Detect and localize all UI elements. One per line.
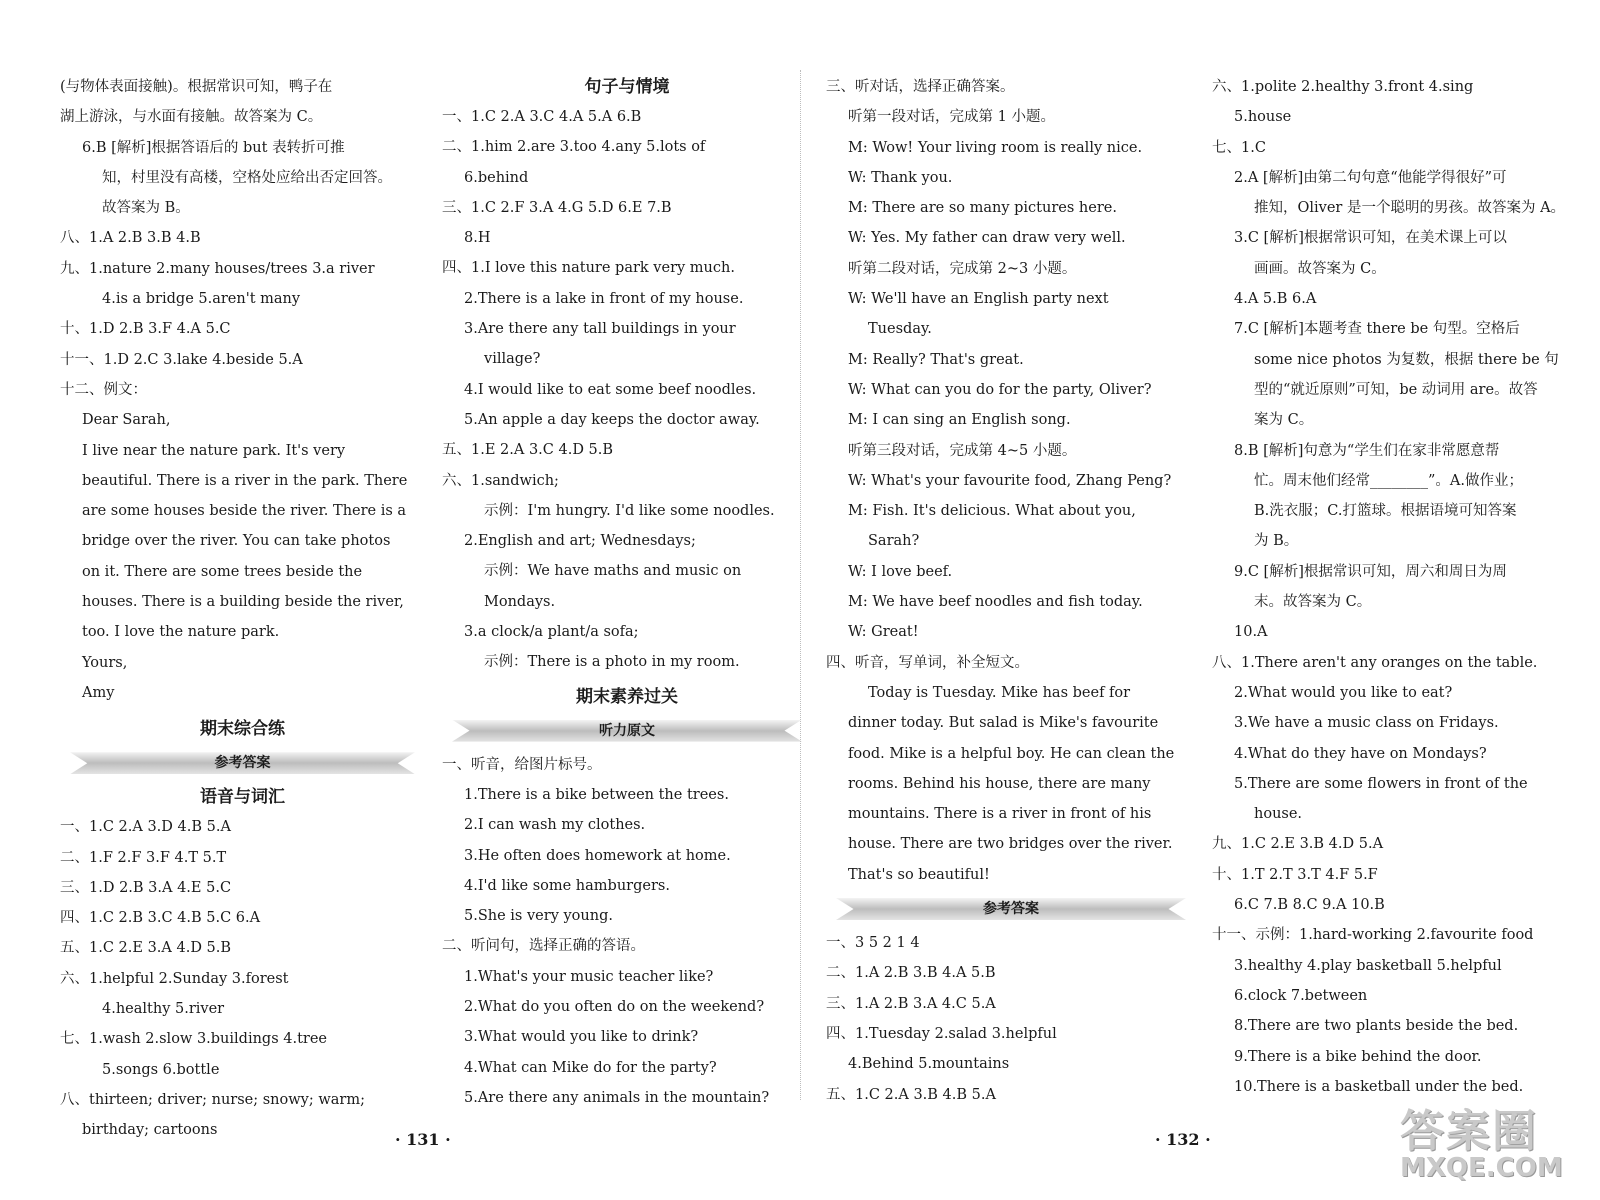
text-line: 故答案为 B。 [102,200,190,217]
text-line: birthday; cartoons [82,1122,218,1139]
text-line: 四、听音，写单词，补全短文。 [826,654,1029,671]
text-line: 二、1.him 2.are 3.too 4.any 5.lots of [442,139,706,156]
text-line: 十、1.D 2.B 3.F 4.A 5.C [60,321,231,338]
text-line: 9.C [解析]根据常识可知，周六和周日为周 [1234,563,1507,580]
text-line: 二、1.A 2.B 3.B 4.A 5.B [826,965,996,982]
text-line: 五、1.C 2.A 3.B 4.B 5.A [826,1086,996,1103]
text-line: 八、1.A 2.B 3.B 4.B [60,230,201,247]
text-line: 3.We have a music class on Fridays. [1234,715,1499,732]
text-line: 示例：We have maths and music on [484,563,742,580]
text-line: 2.There is a lake in front of my house. [464,290,744,307]
text-line: 十二、例文： [60,381,147,398]
text-line: 五、1.C 2.E 3.A 4.D 5.B [60,940,232,957]
text-line: 一、1.C 2.A 3.C 4.A 5.A 6.B [442,109,642,125]
text-line: 9.There is a bike behind the door. [1234,1048,1482,1065]
text-line: 8.B [解析]句意为“学生们在家非常愿意帮 [1234,442,1500,459]
text-line: 四、1.C 2.B 3.C 4.B 5.C 6.A [60,910,261,927]
text-line: 湖上游泳，与水面有接触。故答案为 C。 [60,109,323,126]
text-line: 2.What would you like to eat? [1234,684,1453,701]
text-line: some nice photos 为复数，根据 there be 句 [1254,351,1559,368]
text-line: B.洗衣服；C.打篮球。根据语境可知答案 [1254,503,1517,520]
answer-block [826,928,1196,1110]
text-line: That's so beautiful! [848,866,990,883]
text-line: 九、1.C 2.E 3.B 4.D 5.A [1212,836,1384,853]
text-line: 3.healthy 4.play basketball 5.helpful [1234,957,1502,974]
text-line: M: Fish. It's delicious. What about you, [848,503,1136,520]
text-line: 2.A [解析]由第二句句意“他能学得很好”可 [1234,169,1507,186]
transcript-block [442,750,812,1114]
page-divider [800,70,801,1100]
text-line: 5.She is very young. [464,908,613,925]
answer-block [60,72,425,708]
text-line: 三、听对话，选择正确答案。 [826,79,1015,95]
text-line: 八、1.There aren't any oranges on the table. [1212,654,1538,671]
text-line: 5.Are there any animals in the mountain? [464,1089,770,1106]
text-line: 听第二段对话，完成第 2~3 小题。 [848,260,1077,277]
text-line: rooms. Behind his house, there are many [848,775,1151,792]
text-line: 十一、示例：1.hard-working 2.favourite food [1212,927,1534,944]
text-line: 五、1.E 2.A 3.C 4.D 5.B [442,442,614,459]
text-line: W: We'll have an English party next [848,291,1109,308]
text-line: mountains. There is a river in front of his [848,806,1152,823]
text-line: 忙。周末他们经常________”。A.做作业； [1254,472,1523,489]
text-line: 10.There is a basketball under the bed. [1234,1078,1524,1095]
section-title: 句子与情境 [584,77,670,97]
column-2 [442,72,812,1113]
text-line: 8.There are two plants beside the bed. [1234,1018,1519,1035]
section-subtitle: 语音与词汇 [200,787,285,808]
text-line: W: I love beef. [848,563,953,580]
text-line: 知，村里没有高楼，空格处应给出否定回答。 [102,169,392,186]
text-line: 5.house [1234,109,1292,126]
text-line: dinner today. But salad is Mike's favourite [848,715,1159,732]
text-line: 画画。故答案为 C。 [1254,260,1386,277]
text-line: 3.C [解析]根据常识可知，在美术课上可以 [1234,230,1507,247]
text-line: house. There are two bridges over the river. [848,836,1173,853]
text-line: 六、1.helpful 2.Sunday 3.forest [60,970,289,987]
page-number-right: · 132 · [1155,1130,1211,1149]
text-line: M: Wow! Your living room is really nice. [848,139,1143,156]
text-line: 7.C [解析]本题考查 there be 句型。空格后 [1234,321,1520,338]
text-line: 七、1.wash 2.slow 3.buildings 4.tree [60,1031,328,1048]
text-line: 6.C 7.B 8.C 9.A 10.B [1234,897,1385,914]
text-line: food. Mike is a helpful boy. He can clean the [848,745,1175,762]
text-line: Dear Sarah, [82,412,171,429]
text-line: 4.A 5.B 6.A [1234,291,1317,308]
column-4 [1212,72,1577,1102]
text-line: 1.What's your music teacher like? [464,968,714,985]
text-line: M: We have beef noodles and fish today. [848,594,1143,611]
text-line: I live near the nature park. It's very [82,442,346,459]
text-line: 十、1.T 2.T 3.T 4.F 5.F [1212,866,1378,883]
text-line: 3.a clock/a plant/a sofa; [464,624,639,641]
transcript-block [826,72,1196,890]
text-line: 九、1.nature 2.many houses/trees 3.a river [60,260,375,277]
text-line: W: What's your favourite food, Zhang Peng? [848,472,1172,489]
text-line: 一、听音，给图片标号。 [442,756,602,773]
text-line: too. I love the nature park. [82,624,280,641]
text-line: 4.What do they have on Mondays? [1234,745,1487,762]
text-line: 2.English and art; Wednesdays; [464,533,696,550]
text-line: 2.I can wash my clothes. [464,817,646,834]
text-line: 二、听问句，选择正确的答语。 [442,938,645,955]
text-line: are some houses beside the river. There is a [82,503,407,520]
text-line: M: Really? That's great. [848,351,1024,368]
text-line: 一、1.C 2.A 3.D 4.B 5.A [60,819,231,836]
answer-block [442,102,812,678]
text-line: 四、1.Tuesday 2.salad 3.helpful [826,1025,1057,1042]
text-line: 1.There is a bike between the trees. [464,786,729,803]
text-line: Tuesday. [868,321,932,338]
text-line: 4.I'd like some hamburgers. [464,877,670,894]
text-line: 6.clock 7.between [1234,987,1368,1004]
text-line: 案为 C。 [1254,412,1314,429]
text-line: Sarah? [868,533,920,550]
text-line: W: Great! [848,624,919,641]
text-line: house. [1254,806,1303,823]
text-line: 六、1.sandwich; [442,472,559,489]
text-line: village? [484,351,541,368]
section-title: 期末综合练 [200,719,285,740]
text-line: 六、1.polite 2.healthy 3.front 4.sing [1212,79,1474,95]
section-title: 期末素养过关 [576,686,678,707]
text-line: houses. There is a building beside the river, [82,594,404,611]
text-line: 3.He often does homework at home. [464,847,731,864]
text-line: bridge over the river. You can take photos [82,533,391,550]
text-line: 听第一段对话，完成第 1 小题。 [848,109,1055,126]
column-3 [826,72,1196,1110]
text-line: 末。故答案为 C。 [1254,594,1372,611]
text-line: 4.is a bridge 5.aren't many [102,291,301,308]
text-line: 推知，Oliver 是一个聪明的男孩。故答案为 A。 [1254,200,1566,217]
text-line: 6.behind [464,169,529,186]
text-line: 四、1.I love this nature park very much. [442,260,735,277]
text-line: beautiful. There is a river in the park. There [82,472,408,489]
text-line: 三、1.A 2.B 3.A 4.C 5.A [826,995,996,1012]
text-line: 4.I would like to eat some beef noodles. [464,381,757,398]
text-line: 二、1.F 2.F 3.F 4.T 5.T [60,849,227,866]
text-line: 4.What can Mike do for the party? [464,1059,717,1076]
text-line: 十一、1.D 2.C 3.lake 4.beside 5.A [60,351,303,368]
text-line: Yours, [82,654,128,671]
column-1 [60,72,425,1146]
text-line: (与物体表面接触)。根据常识可知，鸭子在 [60,79,333,95]
text-line: 4.healthy 5.river [102,1001,225,1018]
text-line: 示例：I'm hungry. I'd like some noodles. [484,502,775,519]
text-line: 5.An apple a day keeps the doctor away. [464,411,760,428]
text-line: 2.What do you often do on the weekend? [464,999,765,1016]
text-line: 八、thirteen; driver; nurse; snowy; warm; [60,1091,365,1108]
text-line: 10.A [1234,624,1268,641]
text-line: 三、1.D 2.B 3.A 4.E 5.C [60,879,232,896]
text-line: 一、3 5 2 1 4 [826,935,920,952]
text-line: 6.B [解析]根据答语后的 but 表转折可推 [82,139,345,156]
answer-banner: 参考答案 [836,894,1186,924]
text-line: 三、1.C 2.F 3.A 4.G 5.D 6.E 7.B [442,199,672,216]
text-line: 型的“就近原则”可知，be 动词用 are。故答 [1254,381,1538,398]
text-line: 4.Behind 5.mountains [848,1056,1010,1073]
text-line: 七、1.C [1212,139,1266,156]
text-line: W: Thank you. [848,169,953,186]
text-line: on it. There are some trees beside the [82,563,363,580]
text-line: 示例：There is a photo in my room. [484,654,740,671]
text-line: 3.What would you like to drink? [464,1029,699,1046]
text-line: Amy [82,684,115,701]
text-line: W: What can you do for the party, Oliver? [848,381,1152,398]
text-line: 5.songs 6.bottle [102,1061,220,1078]
text-line: M: I can sing an English song. [848,412,1071,429]
text-line: 5.There are some flowers in front of the [1234,775,1528,792]
transcript-banner: 听力原文 [452,716,802,746]
text-line: 为 B。 [1254,533,1299,550]
page-number-left: · 131 · [395,1130,451,1149]
text-line: M: There are so many pictures here. [848,200,1117,217]
answer-block [60,812,425,1145]
text-line: 3.Are there any tall buildings in your [464,321,736,338]
text-line: 8.H [464,230,491,247]
answer-banner: 参考答案 [70,748,415,778]
text-line: W: Yes. My father can draw very well. [848,230,1126,247]
answer-block [1212,72,1577,1102]
text-line: Today is Tuesday. Mike has beef for [868,684,1131,701]
text-line: Mondays. [484,593,556,610]
text-line: 听第三段对话，完成第 4~5 小题。 [848,442,1077,459]
watermark-logo: 答案圈 MXQE.COM [1400,1106,1563,1183]
